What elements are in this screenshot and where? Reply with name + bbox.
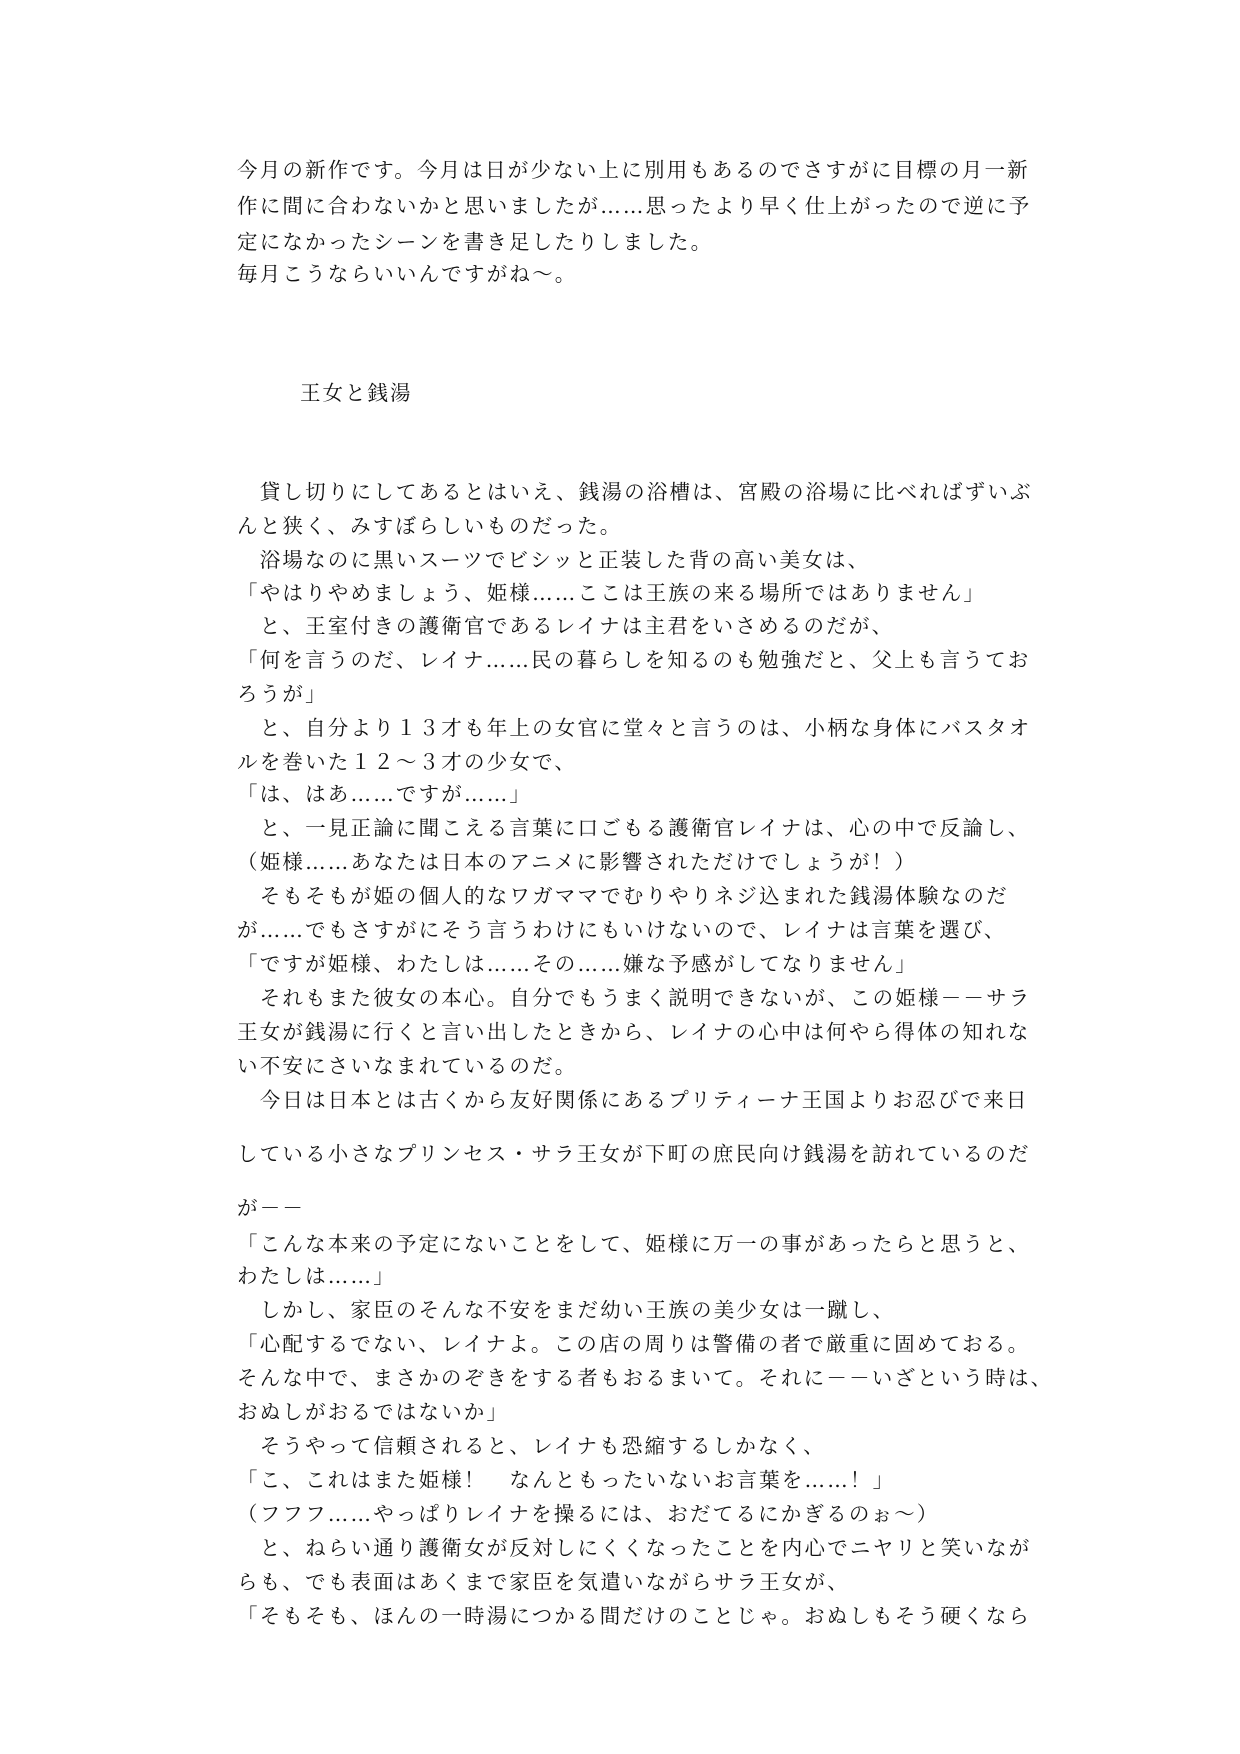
intro-line: 毎月こうならいいんですがね～。 xyxy=(237,262,578,286)
body-line: と、自分より１３才も年上の女官に堂々と言うのは、小柄な身体にバスタオ xyxy=(237,716,1032,740)
body-line: 「こんな本来の予定にないことをして、姫様に万一の事があったらと思うと、 xyxy=(237,1232,1031,1256)
body-line: 王女が銭湯に行くと言い出したときから、レイナの心中は何やら得体の知れな xyxy=(237,1020,1031,1044)
body-line: そうやって信頼されると、レイナも恐縮するしかなく、 xyxy=(237,1434,826,1458)
intro-line: 定になかったシーンを書き足したりしました。 xyxy=(237,230,714,254)
body-line: 「こ、これはまた姫様！ なんともったいないお言葉を……！」 xyxy=(237,1468,896,1492)
body-line: 「ですが姫様、わたしは……その……嫌な予感がしてなりません」 xyxy=(237,952,918,976)
body-line: い不安にさいなまれているのだ。 xyxy=(237,1054,578,1078)
body-line: 今日は日本とは古くから友好関係にあるプリティーナ王国よりお忍びで来日 xyxy=(237,1088,1029,1112)
body-line: が……でもさすがにそう言うわけにもいけないので、レイナは言葉を選び、 xyxy=(237,918,1007,942)
story-title: 王女と銭湯 xyxy=(300,381,413,405)
body-line: それもまた彼女の本心。自分でもうまく説明できないが、この姫様－－サラ xyxy=(237,986,1032,1010)
body-line: おぬしがおるではないか」 xyxy=(237,1400,510,1424)
body-line: と、一見正論に聞こえる言葉に口ごもる護衛官レイナは、心の中で反論し、 xyxy=(237,816,1031,840)
body-line: 「心配するでない、レイナよ。この店の周りは警備の者で厳重に固めておる。 xyxy=(237,1332,1031,1356)
body-line: が－－ xyxy=(237,1196,306,1220)
body-line: わたしは……」 xyxy=(237,1264,396,1288)
body-line: んと狭く、みすぼらしいものだった。 xyxy=(237,514,623,538)
body-line: （フフフ……やっぱりレイナを操るには、おだてるにかぎるのぉ～） xyxy=(237,1502,940,1526)
intro-line: 作に間に合わないかと思いましたが……思ったより早く仕上がったので逆に予 xyxy=(237,194,1032,218)
body-line: と、王室付きの護衛官であるレイナは主君をいさめるのだが、 xyxy=(237,614,895,638)
body-line: 「やはりやめましょう、姫様……ここは王族の来る場所ではありません」 xyxy=(237,581,987,605)
body-line: 浴場なのに黒いスーツでビシッと正装した背の高い美女は、 xyxy=(237,548,871,572)
intro-line: 今月の新作です。今月は日が少ない上に別用もあるのでさすがに目標の月一新 xyxy=(237,158,1030,182)
body-line: ルを巻いた１２～３才の少女で、 xyxy=(237,750,578,774)
body-line: そんな中で、まさかのぞきをする者もおるまいて。それに－－いざという時は、 xyxy=(237,1366,1054,1390)
body-line: （姫様……あなたは日本のアニメに影響されただけでしょうが！） xyxy=(237,850,917,874)
body-line: と、ねらい通り護衛女が反対しにくくなったことを内心でニヤリと笑いなが xyxy=(237,1536,1032,1560)
body-line: ろうが」 xyxy=(237,682,328,706)
body-line: 「そもそも、ほんの一時湯につかる間だけのことじゃ。おぬしもそう硬くなら xyxy=(237,1604,1032,1628)
body-line: している小さなプリンセス・サラ王女が下町の庶民向け銭湯を訪れているのだ xyxy=(237,1142,1031,1166)
body-line: 貸し切りにしてあるとはいえ、銭湯の浴槽は、宮殿の浴場に比べればずいぶ xyxy=(237,480,1033,504)
body-line: しかし、家臣のそんな不安をまだ幼い王族の美少女は一蹴し、 xyxy=(237,1298,896,1322)
body-line: 「何を言うのだ、レイナ……民の暮らしを知るのも勉強だと、父上も言うてお xyxy=(237,648,1031,672)
body-line: らも、でも表面はあくまで家臣を気遣いながらサラ王女が、 xyxy=(237,1570,850,1594)
body-line: そもそもが姫の個人的なワガママでむりやりネジ込まれた銭湯体験なのだ xyxy=(237,884,1009,908)
body-line: 「は、はあ……ですが……」 xyxy=(237,782,533,806)
